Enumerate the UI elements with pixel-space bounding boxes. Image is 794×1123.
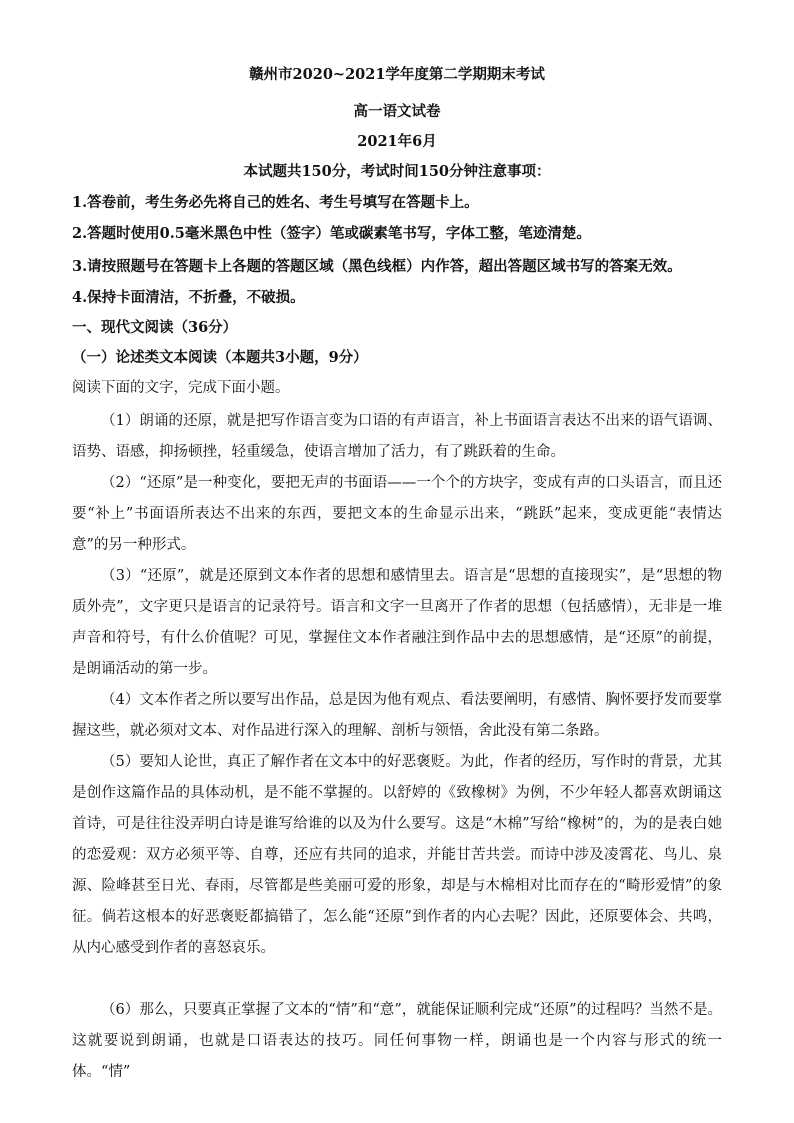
exam-date: 2021年6月 bbox=[357, 133, 437, 150]
exam-title: 赣州市2020~2021学年度第二学期期末考试 bbox=[249, 66, 545, 83]
section-heading: 一、现代文阅读（36分） bbox=[72, 319, 238, 336]
paragraph: （2）“还原”是一种变化，要把无声的书面语——一个个的方块字，变成有声的口头语言，而且还要“补上”书面语所表达不出来的东西，要把文本的生命显示出来，“跳跃”起来，变成更能“表情达意”的另一种形式。 bbox=[72, 475, 722, 553]
paragraph: （1）朗诵的还原，就是把写作语言变为口语的有声语言，补上书面语言表达不出来的语气语调、语势、语感，抑扬顿挫，轻重缓急，使语言增加了活力，有了跳跃着的生命。 bbox=[72, 413, 722, 460]
notice-item: 1.答卷前，考生务必先将自己的姓名、考生号填写在答题卡上。 bbox=[72, 194, 479, 211]
paragraph: （4）文本作者之所以要写出作品，总是因为他有观点、看法要阐明，有感情、胸怀要抒发而要掌握这些，就必须对文本、对作品进行深入的理解、剖析与领悟，舍此没有第二条路。 bbox=[72, 692, 722, 739]
notice-item: 4.保持卡面清洁，不折叠，不破损。 bbox=[72, 289, 305, 306]
paragraph: （5）要知人论世，真正了解作者在文本中的好恶褒贬。为此，作者的经历，写作时的背景，尤其是创作这篇作品的具体动机，是不能不掌握的。以舒婷的《致橡树》为例，不少年轻人都喜欢朗诵这首诗，可是往往没弄明白诗是谁写给谁的以及为什么要写。这是“木棉”写给“橡树”的，为的是表白她的恋爱观：双方必须平等、自尊，还应有共同的追求，并能甘苦共尝。而诗中涉及凌霄花、鸟儿、泉源、险峰甚至日光、春雨，尽管都是些美丽可爱的形象，却是与木棉相对比而存在的“畸形爱情”的象征。倘若这根本的好恶褒贬都搞错了，怎么能“还原”到作者的内心去呢？因此，还原要体会、共鸣，从内心感受到作者的喜怒哀乐。 bbox=[72, 754, 722, 956]
reading-instruction: 阅读下面的文字，完成下面小题。 bbox=[72, 380, 290, 396]
subsection-heading: （一）论述类文本阅读（本题共3小题，9分） bbox=[72, 349, 368, 366]
paragraph: （3）“还原”，就是还原到文本作者的思想和感情里去。语言是“思想的直接现实”，是“思想的物质外壳”，文字更只是语言的记录符号。语言和文字一旦离开了作者的思想（包括感情），无非是一堆声音和符号，有什么价值呢？可见，掌握住文本作者融注到作品中去的思想感情，是“还原”的前提，是朗诵活动的第一步。 bbox=[72, 568, 722, 677]
notice-heading: 本试题共150分，考试时间150分钟注意事项： bbox=[243, 163, 551, 180]
notice-item: 2.答题时使用0.5毫米黑色中性（签字）笔或碳素笔书写，字体工整，笔迹清楚。 bbox=[72, 225, 591, 242]
exam-subtitle: 高一语文试卷 bbox=[353, 103, 441, 120]
notice-item: 3.请按照题号在答题卡上各题的答题区域（黑色线框）内作答，超出答题区域书写的答案无效。 bbox=[72, 258, 682, 275]
paragraph: （6）那么，只要真正掌握了文本的“情”和“意”，就能保证顺利完成“还原”的过程吗？当然不是。这就要说到朗诵，也就是口语表达的技巧。同任何事物一样，朗诵也是一个内容与形式的统一体。“情” bbox=[72, 1002, 722, 1080]
